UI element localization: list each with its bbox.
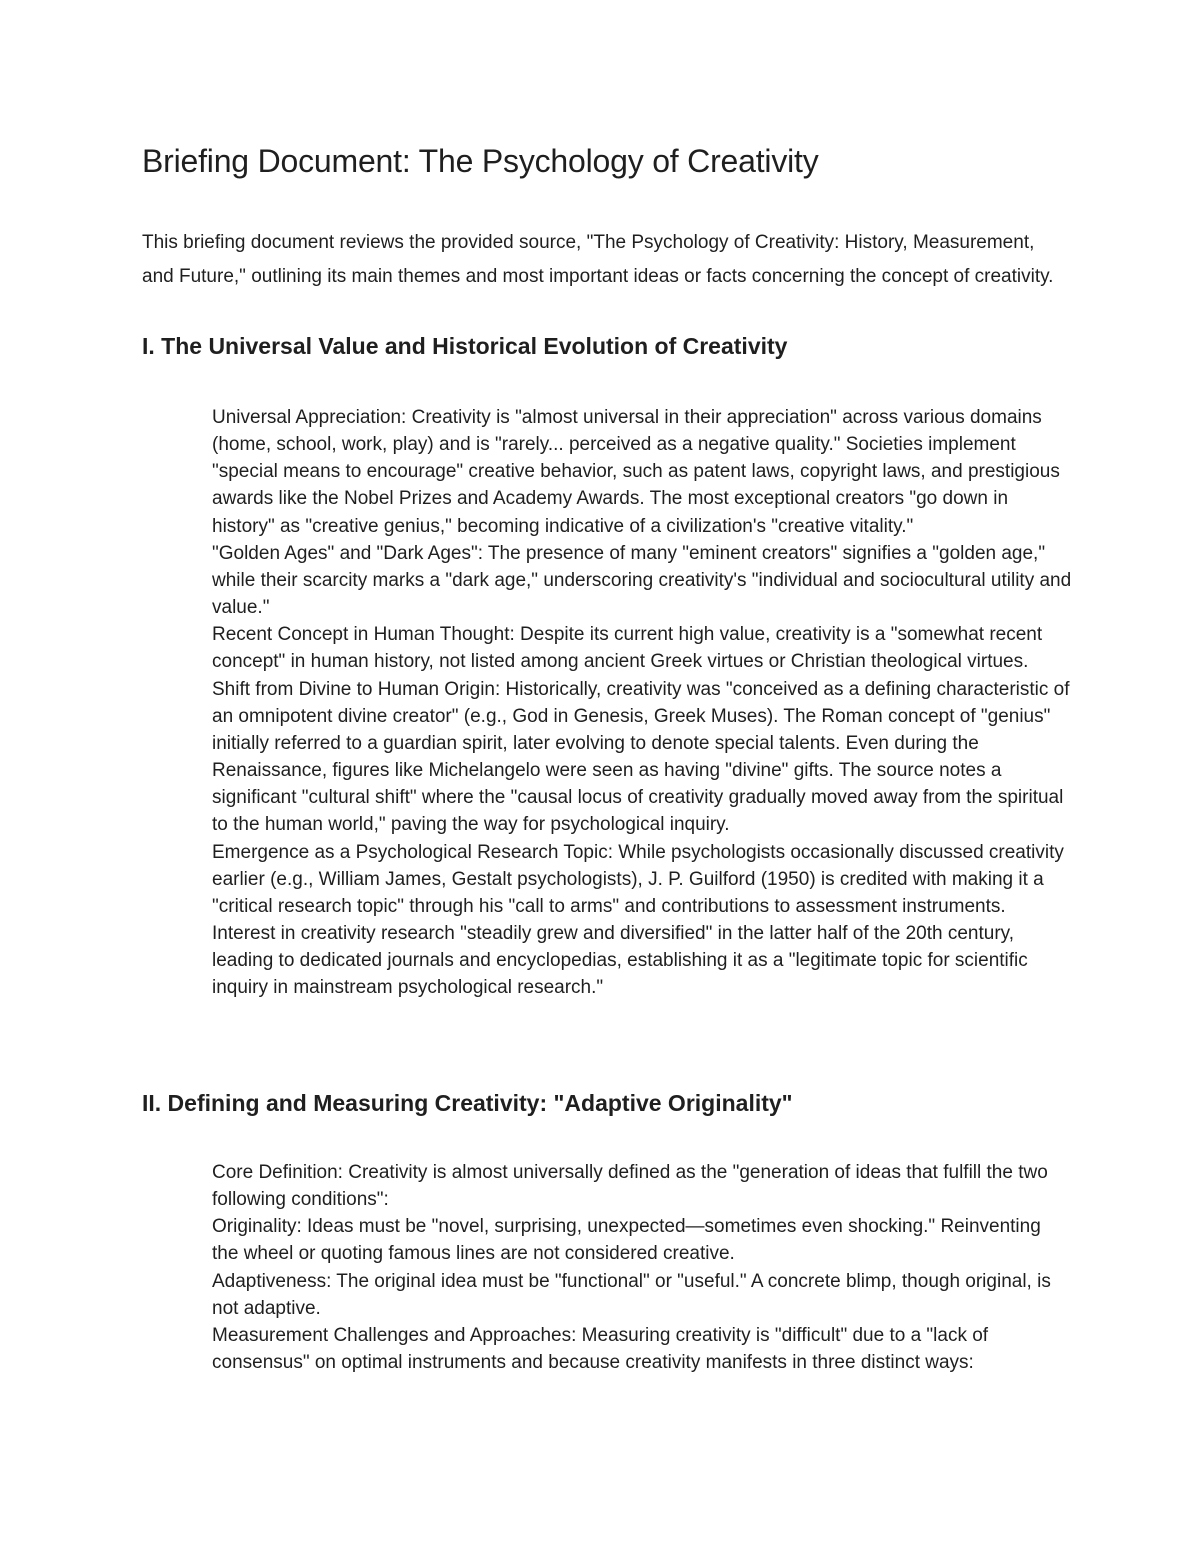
section-body (212, 1159, 1072, 1376)
paragraph-core-definition: Core Definition: Creativity is almost universally defined as the "generation of ideas that fulfill the two following conditions": (212, 1162, 1048, 1211)
paragraph-recent-concept: Recent Concept in Human Thought: Despite its current high value, creativity is a "somewhat recent concept" in human history, not listed among ancient Greek virtues or Christian theological virtues. (212, 624, 1043, 673)
document-title: Briefing Document: The Psychology of Creativity (142, 143, 819, 179)
paragraph-adaptiveness: Adaptiveness: The original idea must be "functional" or "useful." A concrete blimp, though original, is not adaptive. (212, 1270, 1051, 1319)
paragraph-research-topic: Emergence as a Psychological Research Topic: While psychologists occasionally discussed creativity earlier (e.g., William James, Gestalt psychologists), J. P. Guilford (1950) is credited with making it a "critical research topic" through his "call to arms" and contributions to assessment instruments. Interest in creativity research "steadily grew and diversified" in the latter half of the 20th century, leading to dedicated journals and encyclopedias, establishing it as a "legitimate topic for scientific inquiry in mainstream psychological research." (212, 841, 1064, 999)
paragraph-golden-dark-ages: "Golden Ages" and "Dark Ages": The presence of many "eminent creators" signifies a "golden age," while their scarcity marks a "dark age," underscoring creativity's "individual and sociocultural utility and value." (212, 542, 1072, 619)
paragraph-originality: Originality: Ideas must be "novel, surprising, unexpected—sometimes even shocking." Reinventing the wheel or quoting famous lines are not considered creative. (212, 1216, 1041, 1265)
paragraph-divine-to-human: Shift from Divine to Human Origin: Historically, creativity was "conceived as a defining characteristic of an omnipotent divine creator" (e.g., God in Genesis, Greek Muses). The Roman concept of "genius" initially referred to a guardian spirit, later evolving to denote special talents. Even during the Renaissance, figures like Michelangelo were seen as having "divine" gifts. The source notes a significant "cultural shift" where the "causal locus of creativity gradually moved away from the spiritual to the human world," paving the way for psychological inquiry. (212, 678, 1070, 836)
intro-paragraph: This briefing document reviews the provided source, "The Psychology of Creativity: History, Measurement, and Future," outlining its main themes and most important ideas or facts concerning the concept of creativity. (142, 232, 1054, 287)
paragraph-measurement: Measurement Challenges and Approaches: Measuring creativity is "difficult" due to a "lack of consensus" on optimal instruments and because creativity manifests in three distinct ways: (212, 1324, 989, 1374)
section-body (212, 404, 1072, 1001)
section-heading: II. Defining and Measuring Creativity: "Adaptive Originality" (142, 1090, 793, 1116)
section-heading: I. The Universal Value and Historical Evolution of Creativity (142, 333, 788, 359)
paragraph-universal-appreciation: Universal Appreciation: Creativity is "almost universal in their appreciation" across various domains (home, school, work, play) and is "rarely... perceived as a negative quality." Societies implement "special means to encourage" creative behavior, such as patent laws, copyright laws, and prestigious awards like the Nobel Prizes and Academy Awards. The most exceptional creators "go down in history" as "creative genius," becoming indicative of a civilization's "creative vitality." (212, 407, 1060, 537)
